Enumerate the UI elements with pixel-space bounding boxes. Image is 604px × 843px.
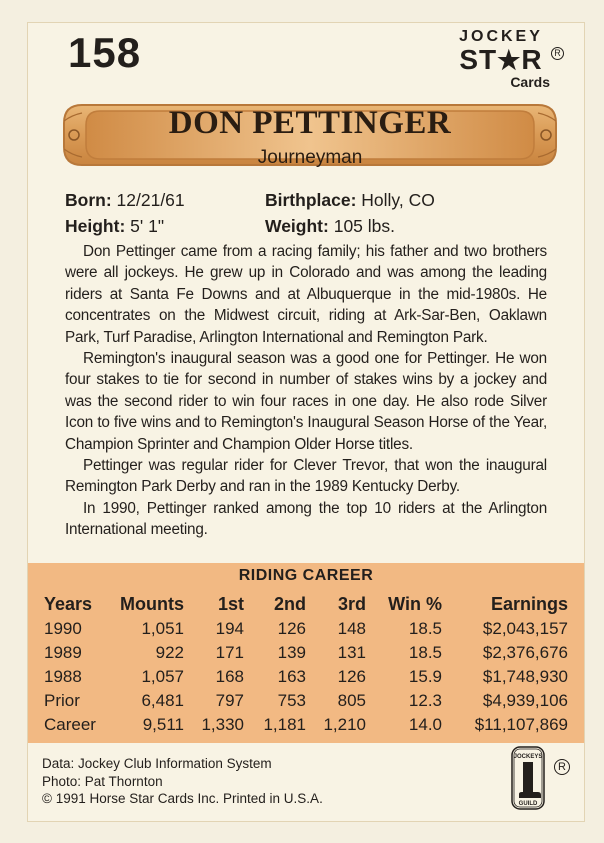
cell-first: 797 (215, 691, 244, 710)
born-value: 12/21/61 (116, 190, 185, 210)
riding-career-title: RIDING CAREER (238, 567, 374, 584)
cell-win-pct: 12.3 (408, 691, 442, 710)
weight-row (265, 213, 435, 239)
height-value: 5' 1" (130, 216, 165, 236)
star-icon: ★ (497, 45, 522, 75)
jockey-star-logo (442, 29, 560, 89)
cell-second: 139 (277, 643, 306, 662)
card-number: 158 (68, 29, 142, 76)
weight-value: 105 lbs. (333, 216, 396, 236)
born-label: Born: (65, 190, 112, 210)
jockey-name: DON PETTINGER (168, 105, 452, 141)
logo-top-text: JOCKEY (459, 28, 543, 45)
cell-mounts: 6,481 (141, 691, 184, 710)
info-left (65, 187, 185, 239)
height-row (65, 213, 185, 239)
guild-registered-mark: R (554, 759, 570, 775)
logo-brand-post: R (521, 44, 543, 75)
cell-earnings: $4,939,106 (482, 691, 568, 710)
cell-third: 148 (337, 619, 366, 638)
weight-label: Weight: (265, 216, 329, 236)
cell-first: 168 (215, 667, 244, 686)
bio-paragraph: Pettinger was regular rider for Clever Trevor, that won the inaugural Remington Park Derby and ran in the 1989 Kentucky Derby. (65, 457, 547, 496)
cell-third: 126 (337, 667, 366, 686)
guild-bottom-text: GUILD (518, 801, 538, 807)
bio-paragraph: Don Pettinger came from a racing family; his father and two brothers were all jockeys. He grew up in Colorado and was among the leading riders at Santa Fe Downs and at Albuquerque in the mid-1980s. He concentrates on the Midwest circuit, riding at Ark-Sar-Ben, Oaklawn Park, Turf Paradise, Arlington International and Remington Park. (65, 243, 547, 346)
credit-data: Data: Jockey Club Information System (42, 756, 272, 771)
cell-win-pct: 14.0 (408, 715, 442, 734)
col-header-first: 1st (217, 593, 244, 614)
birthplace-value: Holly, CO (361, 190, 435, 210)
jockey-role: Journeyman (257, 147, 363, 168)
bio-paragraph: In 1990, Pettinger ranked among the top 10 riders at the Arlington International meeting. (65, 499, 547, 539)
col-header-earnings: Earnings (490, 593, 568, 614)
table-row (44, 689, 568, 713)
cell-earnings: $1,748,930 (482, 667, 568, 686)
riding-career-table (44, 591, 568, 737)
cell-second: 1,181 (263, 715, 306, 734)
cell-third: 131 (337, 643, 366, 662)
cell-first: 171 (215, 643, 244, 662)
table-header-row (44, 591, 568, 617)
col-header-third: 3rd (337, 593, 366, 614)
cell-second: 753 (277, 691, 306, 710)
cell-third: 1,210 (323, 715, 366, 734)
birthplace-label: Birthplace: (265, 190, 357, 210)
cell-second: 126 (277, 619, 306, 638)
cell-win-pct: 18.5 (408, 619, 442, 638)
riding-career-section (28, 563, 584, 743)
credit-copyright: © 1991 Horse Star Cards Inc. Printed in U.S.A. (42, 791, 323, 806)
guild-top-text: JOCKEYS (513, 754, 543, 760)
cell-mounts: 1,051 (141, 619, 184, 638)
cell-first: 194 (215, 619, 244, 638)
cell-first: 1,330 (201, 715, 244, 734)
birthplace-row (265, 187, 435, 213)
name-plaque (60, 101, 560, 169)
logo-brand-pre: ST (459, 44, 498, 75)
cell-earnings: $11,107,869 (474, 715, 568, 734)
jockeys-guild-logo (511, 746, 545, 810)
info-right (265, 187, 435, 239)
cell-earnings: $2,376,676 (482, 643, 568, 662)
bio-paragraph: Remington's inaugural season was a good one for Pettinger. He won four stakes to tie for second in number of stakes wins by a jockey and was the second rider to win four races in one day. He also rode Silver Icon to five wins and to Remington's Inaugural Season Horse of the Year, Champion Sprinter and Champion Older Horse titles. (65, 350, 547, 453)
born-row (65, 187, 185, 213)
logo-brand (442, 45, 560, 75)
cell-mounts: 1,057 (141, 667, 184, 686)
credits (42, 755, 323, 808)
cell-years: Prior (44, 691, 80, 710)
cell-mounts: 9,511 (142, 715, 184, 734)
cell-mounts: 922 (155, 643, 184, 662)
cell-years: Career (44, 715, 96, 734)
card (27, 22, 585, 822)
biography (65, 241, 547, 541)
cell-third: 805 (337, 691, 366, 710)
table-row (44, 641, 568, 665)
registered-mark: R (551, 47, 564, 60)
cell-win-pct: 18.5 (408, 643, 442, 662)
cell-earnings: $2,043,157 (482, 619, 568, 638)
height-label: Height: (65, 216, 126, 236)
cell-years: 1990 (44, 619, 82, 638)
cell-years: 1989 (44, 643, 82, 662)
col-header-mounts: Mounts (120, 593, 184, 614)
logo-bottom-text: Cards (510, 74, 550, 90)
credit-photo: Photo: Pat Thornton (42, 773, 163, 789)
cell-second: 163 (277, 667, 306, 686)
table-row (44, 617, 568, 641)
col-header-second: 2nd (273, 593, 306, 614)
cell-years: 1988 (44, 667, 82, 686)
cell-win-pct: 15.9 (408, 667, 442, 686)
table-row (44, 713, 568, 737)
table-row (44, 665, 568, 689)
col-header-win-pct: Win % (388, 593, 442, 614)
col-header-years: Years (44, 593, 93, 614)
